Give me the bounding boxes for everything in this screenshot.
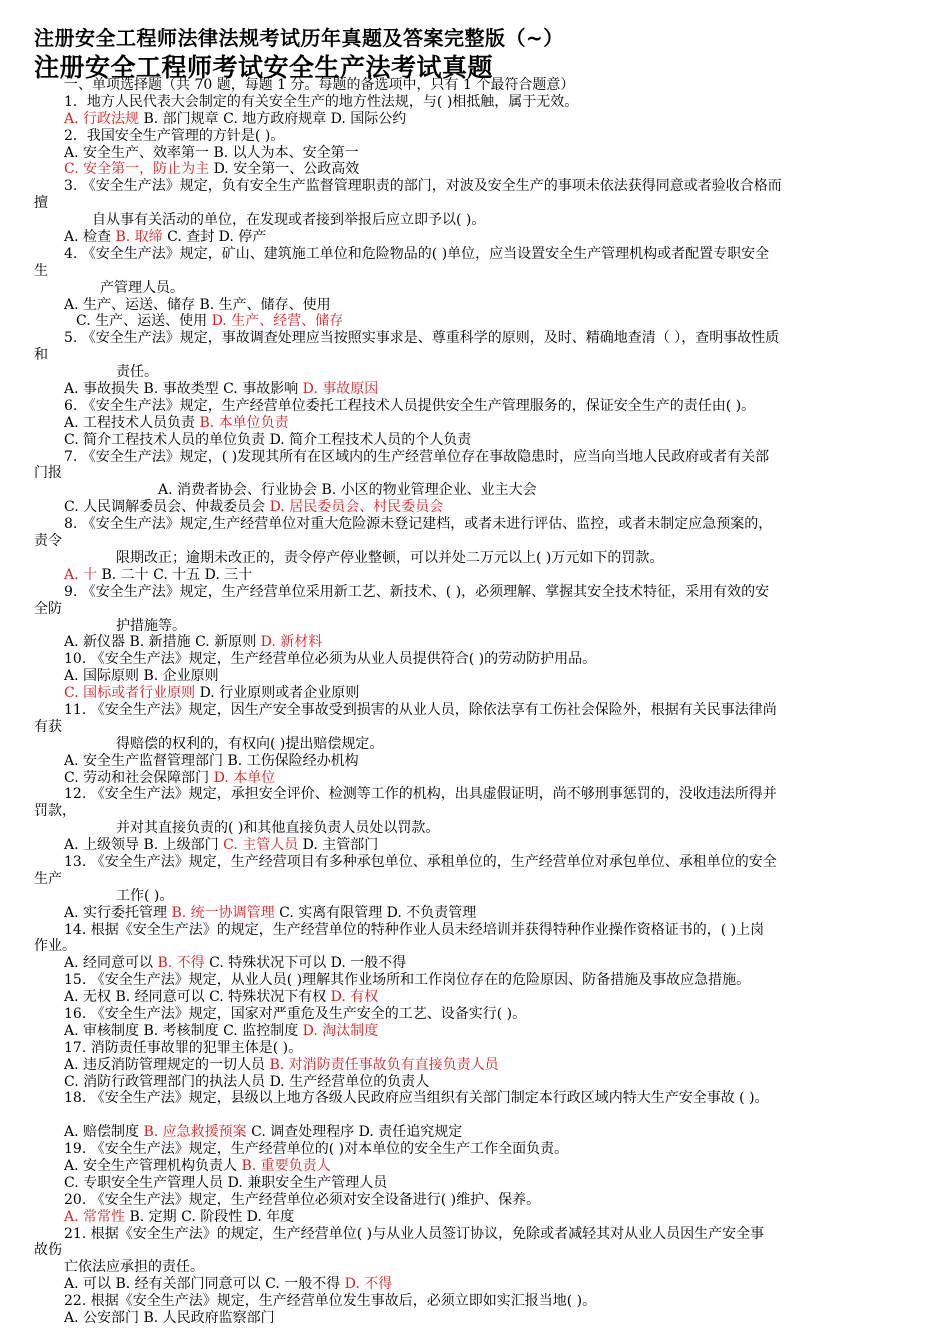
line-text: 3. 《安全生产法》规定，负有安全生产监督管理职责的部门，对波及安全生产的事项未依法获得同意或者验收合格而 [64,178,782,195]
text-line [0,313,950,330]
answer-text: D. 不得 [344,1276,393,1293]
document-subtitle: 注册安全工程师考试安全生产法考试真题 [34,53,494,82]
text-line [0,161,950,178]
text-line [0,111,950,128]
line-text: 10. 《安全生产法》规定，生产经营单位必须为从业人员提供符合( )的劳动防护用品。 [64,651,597,668]
line-text: 自从事有关活动的单位，在发现或者接到举报后应立即予以( )。 [92,212,486,229]
text-line [0,651,950,668]
line-text: 5. 《安全生产法》规定，事故调查处理应当按照实事求是、尊重科学的原则，及时、精确地查清（ ），查明事故性质 [64,330,780,347]
line-text: 故伤 [34,1242,62,1259]
text-line [0,246,950,263]
answer-text: B. 统一协调管理 [171,904,275,921]
text-line [0,550,950,567]
line-text: 7. 《安全生产法》规定，( )发现其所有在区域内的生产经营单位存在事故隐患时，应当向当地人民政府或者有关部 [64,448,770,465]
line-text: 6. 《安全生产法》规定，生产经营单位委托工程技术人员提供安全生产管理服务的，保证安全生产的责任由( )。 [64,397,756,414]
text-line [0,1057,950,1074]
answer-text: B. 应急救援预案 [143,1124,247,1141]
line-text: 责令 [34,533,62,550]
line-text: 门报 [34,465,62,482]
answer-text: B. 对消防责任事故负有直接负责人员 [269,1056,499,1073]
text-line [0,702,950,719]
line-text: A. 安全生产监督管理部门 B. 工伤保险经办机构 [64,752,359,769]
line-text: A. 事故损失 B. 事故类型 C. 事故影响 [64,381,303,398]
text-line [0,584,950,601]
line-text: 16. 《安全生产法》规定，国家对严重危及生产安全的工艺、设备实行( )。 [64,1005,527,1022]
line-text: A. 公安部门 B. 人民政府监察部门 [64,1310,275,1327]
line-text: 一、单项选择题（共 70 题，每题 1 分。每题的备选项中，只有 1 个最符合题意） [64,77,575,93]
line-text: 责任。 [116,364,158,381]
text-line [0,297,950,314]
text-line [0,94,950,111]
answer-text: A. 十 [64,566,98,583]
line-text: C. 查封 D. 停产 [162,229,267,246]
text-line [0,330,950,347]
text-line [0,972,950,989]
line-text: 15. 《安全生产法》规定，从业人员( )理解其作业场所和工作岗位存在的危险原因、防备措施及事故应急措施。 [64,972,751,989]
text-line [0,1090,950,1107]
line-text: A. 审核制度 B. 考核制度 C. 监控制度 [64,1022,303,1039]
answer-text: B. 重要负责人 [241,1158,331,1174]
answer-text: D. 本单位 [213,769,276,786]
line-text: A. 生产、运送、储存 B. 生产、储存、使用 [64,296,331,313]
text-line [0,1006,950,1023]
line-text: C. 特殊状况下可以 D. 一般不得 [204,955,407,972]
text-line [0,364,950,381]
line-text: C. 生产、运送、使用 [76,313,212,330]
text-line [0,280,950,297]
text-line [0,415,950,432]
line-text: C. 劳动和社会保障部门 [64,769,214,786]
text-line [0,1209,950,1226]
text-line [0,77,950,94]
line-text: A. 赔偿制度 [64,1124,144,1141]
line-text: A. 无权 B. 经同意可以 C. 特殊状况下有权 [64,989,331,1006]
text-line [0,685,950,702]
text-line [0,567,950,584]
line-text: C. 调查处理程序 D. 责任追究规定 [246,1124,463,1141]
line-text: 1．地方人民代表大会制定的有关安全生产的地方性法规，与( )相抵触，属于无效。 [64,93,579,110]
answer-text: B. 不得 [157,955,205,972]
line-text: C. 简介工程技术人员的单位负责 D. 简介工程技术人员的个人负责 [64,431,472,448]
question-body [0,77,950,1327]
text-line [0,432,950,449]
text-line [0,398,950,415]
text-line [0,1158,950,1175]
text-line [0,178,950,195]
text-line [0,888,950,905]
text-line [0,803,950,820]
line-text: B. 二十 C. 十五 D. 三十 [97,566,253,583]
text-line [0,533,950,550]
text-line [0,381,950,398]
text-line [0,1175,950,1192]
text-line [0,516,950,533]
line-text: C. 专职安全生产管理人员 D. 兼职安全生产管理人员 [64,1174,388,1191]
text-line [0,1124,950,1141]
text-line [0,989,950,1006]
text-line [0,1040,950,1057]
text-line [0,905,950,922]
line-text: 作业。 [34,938,76,955]
answer-text: C. 国标或者行业原则 [64,685,196,702]
answer-text: C. 安全第一，防止为主 [64,161,210,178]
line-text: A. 工程技术人员负责 [64,414,200,431]
line-text: 有获 [34,718,62,735]
text-line [0,820,950,837]
line-text: 和 [34,347,48,364]
line-text: 亡依法应承担的责任。 [64,1259,204,1276]
answer-text: B. 取缔 [115,229,163,246]
line-text: B. 定期 C. 阶段性 D. 年度 [125,1208,295,1225]
line-text: 13. 《安全生产法》规定，生产经营项目有多种承包单位、承租单位的，生产经营单位对承包单位、承租单位的安全 [64,853,777,870]
answer-text: A. 常常性 [64,1208,126,1225]
text-line [0,601,950,618]
text-line [0,449,950,466]
line-text: A. 检查 [64,229,116,246]
line-text: 11. 《安全生产法》规定，因生产安全事故受到损害的从业人员，除依法享有工伤社会保险外，根据有关民事法律尚 [64,701,777,718]
text-line [0,922,950,939]
text-line [0,837,950,854]
line-text: 罚款， [34,803,76,820]
document-title: 注册安全工程师法律法规考试历年真题及答案完整版（~） [34,26,564,50]
line-text: 20. 《安全生产法》规定，生产经营单位必须对安全设备进行( )维护、保养。 [64,1191,541,1208]
line-text: C. 消防行政管理部门的执法人员 D. 生产经营单位的负责人 [64,1073,430,1090]
line-text: 护措施等。 [116,617,186,634]
line-text: 生产 [34,870,62,887]
text-line [0,854,950,871]
answer-text: C. 主管人员 [223,837,299,854]
line-text: D. 行业原则或者企业原则 [195,685,360,702]
text-line [0,719,950,736]
line-text: A. 新仪器 B. 新措施 C. 新原则 [64,634,261,651]
line-text: D. 安全第一、公政高效 [209,161,360,178]
answer-text: D. 淘汰制度 [302,1022,379,1039]
text-line [0,145,950,162]
text-line [0,634,950,651]
line-text: 全防 [34,600,62,617]
line-text: D. 主管部门 [298,837,379,854]
text-line [0,753,950,770]
line-text: A. 实行委托管理 [64,904,172,921]
line-text: 21. 根据《安全生产法》的规定，生产经营单位( )与从业人员签订协议，免除或者减轻其对从业人员因生产安全事 [64,1225,765,1242]
line-text: A. 安全生产管理机构负责人 [64,1158,242,1174]
line-text: A. 违反消防管理规定的一切人员 [64,1056,270,1073]
line-text: 8. 《安全生产法》规定,生产经营单位对重大危险源未登记建档，或者未进行评估、监控，或者未制定应急预案的， [64,516,773,533]
text-line [0,938,950,955]
answer-text: D. 新材料 [260,634,323,651]
line-text: 产管理人员。 [100,279,184,296]
text-line [0,1107,950,1124]
text-line [0,1293,950,1310]
text-line [0,1226,950,1243]
line-text: 得赔偿的权利的，有权向( )提出赔偿规定。 [116,735,384,752]
line-text: A. 安全生产、效率第一 B. 以人为本、安全第一 [64,144,359,161]
line-text: A. 上级领导 B. 上级部门 [64,837,224,854]
text-line [0,1310,950,1327]
line-text: 并对其直接负责的( )和其他直接负责人员处以罚款。 [116,820,440,837]
line-text: 2．我国安全生产管理的方针是( )。 [64,127,285,144]
text-line [0,229,950,246]
line-text: A. 经同意可以 [64,955,158,972]
answer-text: A. 行政法规 [64,110,140,127]
text-line [0,465,950,482]
text-line [0,1023,950,1040]
text-line [0,1242,950,1259]
line-text: C. 人民调解委员会、仲裁委员会 [64,499,270,516]
line-text: 18. 《安全生产法》规定，县级以上地方各级人民政府应当组织有关部门制定本行政区域内特大生产安全事故 ( )。 [64,1090,769,1107]
line-text: 14. 根据《安全生产法》的规定，生产经营单位的特种作业人员未经培训并获得特种作业操作资格证书的，( )上岗 [64,921,765,938]
text-line [0,128,950,145]
text-line [0,618,950,635]
text-line [0,195,950,212]
answer-text: D. 生产、经营、储存 [211,313,344,330]
line-text: 12. 《安全生产法》规定，承担安全评价、检测等工作的机构，出具虚假证明，尚不够刑事惩罚的，没收违法所得并 [64,786,777,803]
answer-text: D. 居民委员会、村民委员会 [269,499,444,516]
line-text: C. 实离有限管理 D. 不负责管理 [274,904,477,921]
line-text: 生 [34,262,48,279]
line-text: A. 国际原则 B. 企业原则 [64,668,219,685]
line-text: 限期改正；逾期未改正的，责令停产停业整顿，可以并处二万元以上( )万元如下的罚款。 [116,549,664,566]
line-text: 17. 消防责任事故罪的犯罪主体是( )。 [64,1039,303,1056]
text-line [0,499,950,516]
text-line [0,770,950,787]
line-text: A. 可以 B. 经有关部门同意可以 C. 一般不得 [64,1276,345,1293]
text-line [0,212,950,229]
text-line [0,347,950,364]
text-line [0,736,950,753]
text-line [0,263,950,280]
text-line [0,1259,950,1276]
line-text: 9. 《安全生产法》规定，生产经营单位采用新工艺、新技术、( )，必须理解、掌握其安全技术特征，采用有效的安 [64,583,770,600]
text-line [0,1192,950,1209]
line-text: 擅 [34,195,48,212]
text-line [0,668,950,685]
answer-text: D. 有权 [330,989,379,1006]
line-text: 工作( )。 [116,887,174,904]
answer-text: D. 事故原因 [302,381,379,398]
line-text: B. 部门规章 C. 地方政府规章 D. 国际公约 [139,110,407,127]
text-line [0,482,950,499]
text-line [0,1074,950,1091]
line-text: A. 消费者协会、行业协会 B. 小区的物业管理企业、业主大会 [158,482,537,499]
line-text: 19. 《安全生产法》规定，生产经营单位的( )对本单位的安全生产工作全面负责。 [64,1141,569,1158]
text-line [0,1141,950,1158]
line-text: 4. 《安全生产法》规定，矿山、建筑施工单位和危险物品的( )单位，应当设置安全生产管理机构或者配置专职安全 [64,245,770,262]
text-line [0,871,950,888]
line-text: 22. 根据《安全生产法》规定，生产经营单位发生事故后，必须立即如实汇报当地( )。 [64,1293,597,1310]
text-line [0,1276,950,1293]
text-line [0,955,950,972]
answer-text: B. 本单位负责 [199,414,289,431]
text-line [0,786,950,803]
